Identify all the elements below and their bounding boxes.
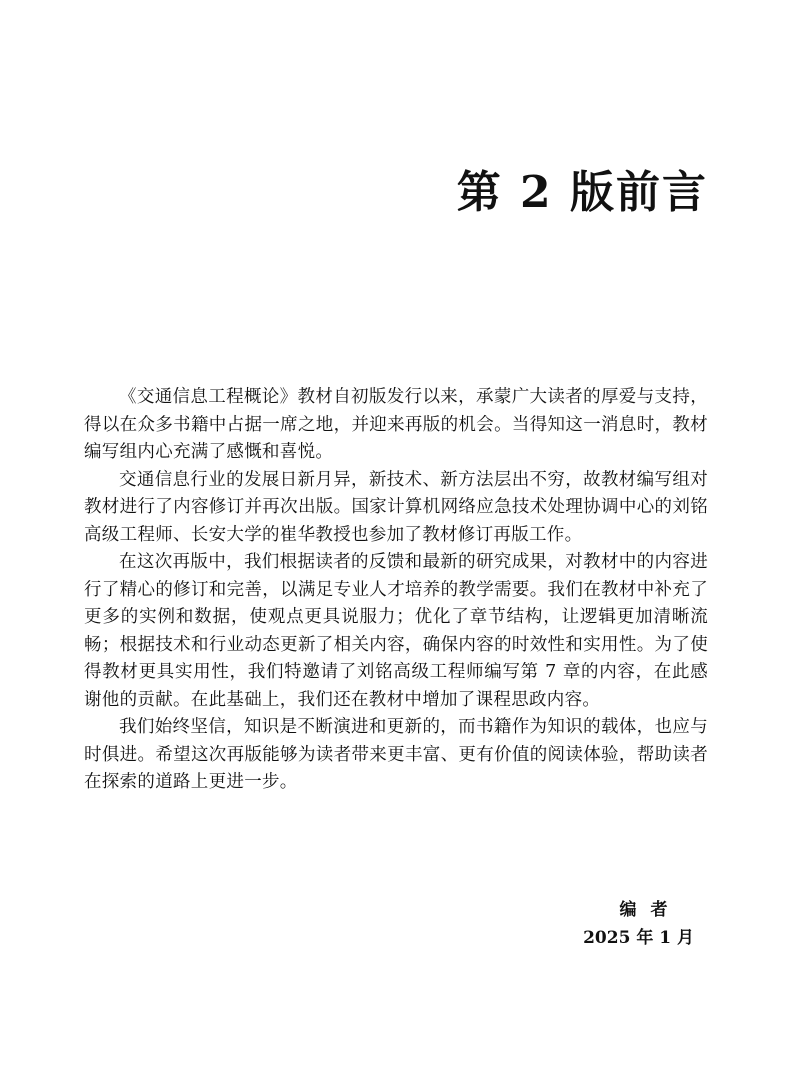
paragraph-4: 我们始终坚信，知识是不断演进和更新的，而书籍作为知识的载体，也应与时俱进。希望这次再版能够为读者带来更丰富、更有价值的阅读体验，帮助读者在探索的道路上更进一步。 bbox=[84, 717, 708, 792]
preface-body bbox=[84, 384, 708, 797]
paragraph-1: 《交通信息工程概论》教材自初版发行以来，承蒙广大读者的厚爱与支持，得以在众多书籍中占据一席之地，并迎来再版的机会。当得知这一消息时，教材编写组内心充满了感慨和喜悦。 bbox=[84, 387, 708, 462]
signature-role: 编者 bbox=[619, 900, 682, 920]
page-title: 第 2 版前言 bbox=[456, 167, 708, 219]
signature-block bbox=[583, 896, 694, 952]
signature-date: 2025 年 1 月 bbox=[583, 928, 694, 948]
paragraph-3: 在这次再版中，我们根据读者的反馈和最新的研究成果，对教材中的内容进行了精心的修订和完善，以满足专业人才培养的教学需要。我们在教材中补充了更多的实例和数据，使观点更具说服力；优化了章节结构，让逻辑更加清晰流畅；根据技术和行业动态更新了相关内容，确保内容的时效性和实用性。为了使得教材更具实用性，我们特邀请了刘铭高级工程师编写第 7 章的内容，在此感谢他的贡献。在此基础上，我们还在教材中增加了课程思政内容。 bbox=[84, 552, 708, 710]
paragraph-2: 交通信息行业的发展日新月异，新技术、新方法层出不穷，故教材编写组对教材进行了内容修订并再次出版。国家计算机网络应急技术处理协调中心的刘铭高级工程师、长安大学的崔华教授也参加了教材修订再版工作。 bbox=[84, 469, 708, 545]
